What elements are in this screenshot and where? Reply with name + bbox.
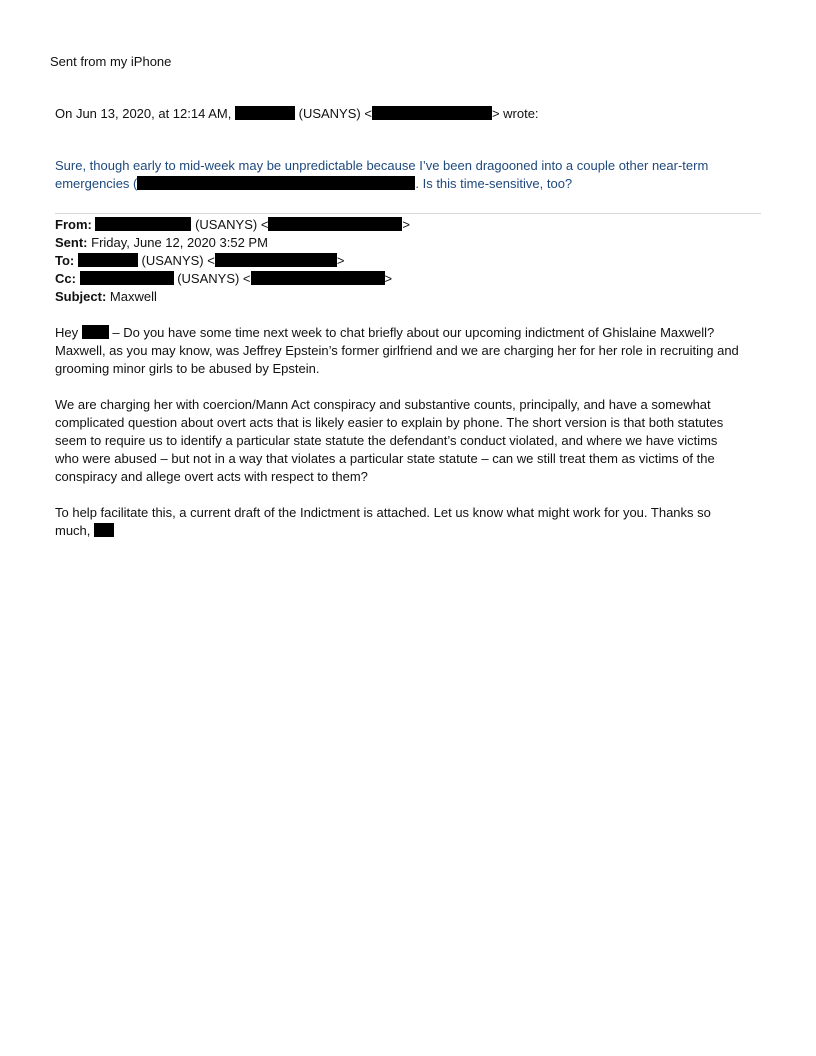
reply-header-suffix: > wrote: xyxy=(491,106,539,121)
header-from xyxy=(55,216,410,234)
to-close: > xyxy=(336,253,345,268)
body-p3-line-2 xyxy=(55,522,114,540)
body-p1-line-1 xyxy=(55,324,714,342)
redaction xyxy=(94,523,114,537)
sent-value: Friday, June 12, 2020 3:52 PM xyxy=(91,235,268,250)
cc-close: > xyxy=(384,271,393,286)
redaction xyxy=(215,253,337,267)
body-p2-line-1: We are charging her with coercion/Mann Act conspiracy and substantive counts, principally, and have a somewhat xyxy=(55,397,711,412)
reply-header-org: (USANYS) < xyxy=(298,106,372,121)
header-to xyxy=(55,252,344,270)
redaction xyxy=(78,253,138,267)
body-p2-line-2: complicated question about overt acts that is likely easier to explain by phone. The short version is that both statutes xyxy=(55,415,724,430)
header-divider xyxy=(55,213,761,214)
cc-org: (USANYS) < xyxy=(177,271,251,286)
reply-header xyxy=(55,105,539,123)
cc-label: Cc: xyxy=(55,271,76,286)
body-greeting: Hey xyxy=(55,325,79,340)
reply-body-line-2 xyxy=(55,175,572,193)
body-p3-line-2-text: much, xyxy=(55,523,91,538)
reply-body-line-2-suffix: . Is this time-sensitive, too? xyxy=(415,176,573,191)
body-p2-line-3: seem to require us to identify a particular state statute the defendant’s conduct violated, and where we have victims xyxy=(55,433,718,448)
sent-label: Sent: xyxy=(55,235,88,250)
header-sent xyxy=(55,234,268,252)
redaction xyxy=(268,217,402,231)
from-close: > xyxy=(402,217,411,232)
redaction xyxy=(137,176,415,190)
body-p1-line-3: grooming minor girls to be abused by Epstein. xyxy=(55,361,320,376)
reply-body-line-2-prefix: emergencies ( xyxy=(55,176,138,191)
reply-header-prefix: On Jun 13, 2020, at 12:14 AM, xyxy=(55,106,232,121)
body-p2-line-5: conspiracy and allege overt acts with respect to them? xyxy=(55,469,368,484)
redaction xyxy=(372,106,492,120)
body-p1-line-2: Maxwell, as you may know, was Jeffrey Epstein’s former girlfriend and we are charging her for her role in recruiting and xyxy=(55,343,739,358)
redaction xyxy=(95,217,191,231)
subject-value: Maxwell xyxy=(109,289,157,304)
redaction xyxy=(235,106,295,120)
body-p1-line-1-text: – Do you have some time next week to chat briefly about our upcoming indictment of Ghislaine Maxwell? xyxy=(112,325,715,340)
to-org: (USANYS) < xyxy=(141,253,215,268)
redaction xyxy=(82,325,109,339)
from-label: From: xyxy=(55,217,92,232)
sent-from-iphone: Sent from my iPhone xyxy=(50,54,172,69)
reply-body-line-1: Sure, though early to mid-week may be unpredictable because I’ve been dragooned into a couple other near-term xyxy=(55,158,709,173)
from-org: (USANYS) < xyxy=(195,217,269,232)
subject-label: Subject: xyxy=(55,289,107,304)
to-label: To: xyxy=(55,253,75,268)
redaction xyxy=(251,271,385,285)
body-p3-line-1: To help facilitate this, a current draft of the Indictment is attached. Let us know what might work for you. Thanks so xyxy=(55,505,711,520)
header-cc xyxy=(55,270,392,288)
redaction xyxy=(80,271,174,285)
header-subject xyxy=(55,288,157,306)
body-p2-line-4: who were abused – but not in a way that violates a particular state statute – can we still treat them as victims of the xyxy=(55,451,715,466)
